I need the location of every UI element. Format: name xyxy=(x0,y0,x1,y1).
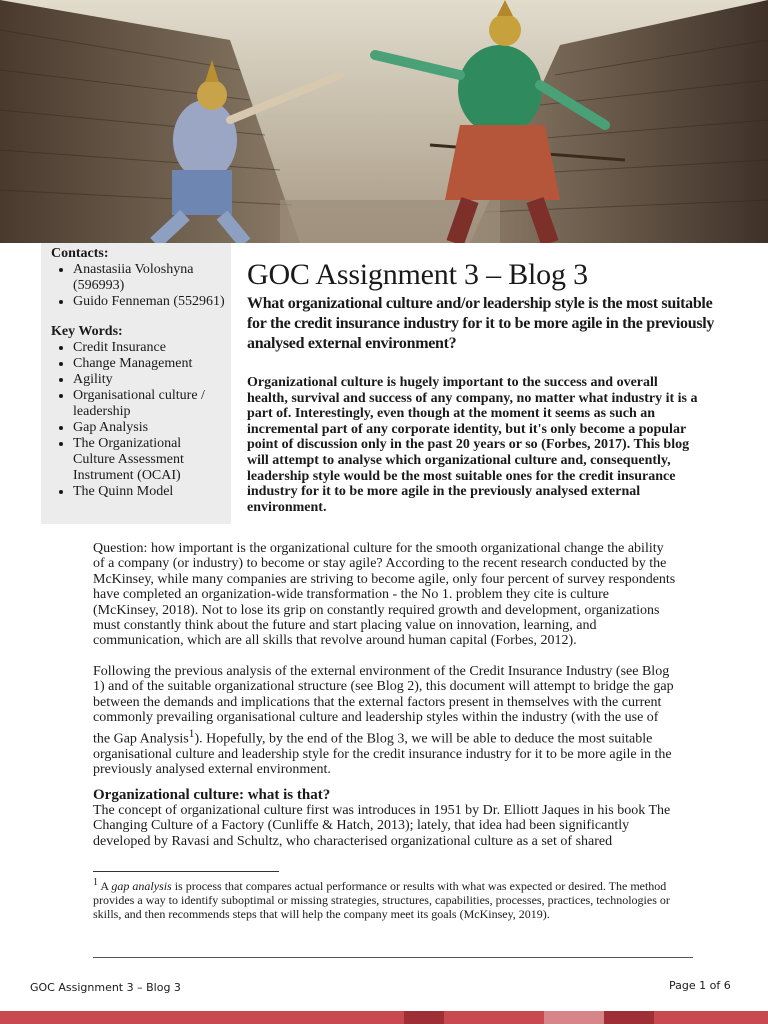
footnote-term: gap analysis xyxy=(111,879,172,893)
keyword-item: • Organisational culture / leadership xyxy=(73,388,225,420)
footnote xyxy=(93,876,677,921)
body-paragraph: The concept of organizational culture first was introduces in 1951 by Dr. Elliott Jaques in his book The Changing Culture of a Factory (Cunliffe & Hatch, 2013); lately, that idea had been significantly developed by Ravasi and Schultz, who characterised organizational culture as a set of shared xyxy=(93,803,671,849)
keywords-list xyxy=(51,340,225,500)
keywords-heading: Key Words: xyxy=(51,324,123,339)
footnote-divider xyxy=(93,871,279,872)
header-photo xyxy=(0,0,768,243)
footer-bar-segment xyxy=(444,1011,544,1024)
intro-paragraph: Organizational culture is hugely important to the success and overall health, survival and success of any company, no matter what industry it is a part of. Interestingly, even though at the moment it seems as such an incremental part of any corporate identity, but it's only become a popular point of discussion only in the past 20 years or so (Forbes, 2017). This blog will attempt to analyse which organizational culture and, consequently, leadership style would be the most suitable ones for the credit insurance industry for it to be more agile in the previously analysed external environment. xyxy=(247,375,698,515)
contacts-heading: Contacts: xyxy=(51,246,109,261)
keyword-item: • Gap Analysis xyxy=(73,420,225,436)
footer-bar-segment xyxy=(0,1011,404,1024)
footnote-text: is process that compares actual performance or results with what was expected or desired. The method provides a way to identify suboptimal or missing strategies, structures, capabilities, processes, practices, technologies or skills, and then recommends steps that will help the company meet its goals (McKinsey, 2019). xyxy=(93,879,670,921)
contact-item: • Anastasiia Voloshyna (596993) xyxy=(73,262,225,294)
sidebar xyxy=(41,243,231,524)
keyword-item: • Change Management xyxy=(73,356,225,372)
section-heading: Organizational culture: what is that? xyxy=(93,787,331,803)
footer-bar-segment xyxy=(654,1011,768,1024)
document-subtitle: What organizational culture and/or leadership style is the most suitable for the credit insurance industry for it to be more agile in the previously analysed external environment? xyxy=(247,295,715,352)
keyword-item: • The Organizational Culture Assessment Instrument (OCAI) xyxy=(73,436,225,484)
keyword-item: • Agility xyxy=(73,372,225,388)
contact-item: • Guido Fenneman (552961) xyxy=(73,294,225,310)
footer-divider xyxy=(93,957,693,958)
footer-title: GOC Assignment 3 – Blog 3 xyxy=(30,981,181,994)
body-text: ). Hopefully, by the end of the Blog 3, we will be able to deduce the most suitable organisational culture and leadership style for the credit insurance industry for it to be more agile in the previously analysed external environment. xyxy=(93,731,672,778)
body-paragraph: Question: how important is the organizational culture for the smooth organizational change the ability of a company (or industry) to become or stay agile? According to the recent research conducted by the McKinsey, while many companies are striving to become agile, only four percent of survey respondents have completed an organization-wide transformation - the No 1. problem they cite is culture (McKinsey, 2018). Not to lose its grip on constantly required growth and development, organizations must constantly think about the future and start placing value on innovation, learning, and communication, which are all skills that revolve around human capital (Forbes, 2012). xyxy=(93,541,676,649)
footer-bar-segment xyxy=(544,1011,604,1024)
document-title: GOC Assignment 3 – Blog 3 xyxy=(247,258,588,291)
header-photo-illustration xyxy=(0,0,768,243)
keyword-item: • The Quinn Model xyxy=(73,484,225,500)
contacts-list xyxy=(51,262,225,310)
body-paragraph xyxy=(93,664,677,778)
footnote-lead: A xyxy=(100,879,112,893)
footer-bar-segment xyxy=(604,1011,654,1024)
footnote-reference[interactable]: 1 xyxy=(188,726,195,740)
footer-color-bar xyxy=(0,1011,768,1024)
body-text: Following the previous analysis of the external environment of the Credit Insurance Industry (see Blog 1) and of the suitable organizational structure (see Blog 2), this document will attempt to bridge the gap between the demands and implications that the external factors present in themselves with the current commonly prevailing organisational culture and leadership styles within the industry (with the use of the Gap Analysis xyxy=(93,664,674,747)
footer-bar-segment xyxy=(404,1011,444,1024)
keyword-item: • Credit Insurance xyxy=(73,340,225,356)
footnote-marker: 1 xyxy=(93,877,98,888)
page-number: Page 1 of 6 xyxy=(669,979,731,992)
